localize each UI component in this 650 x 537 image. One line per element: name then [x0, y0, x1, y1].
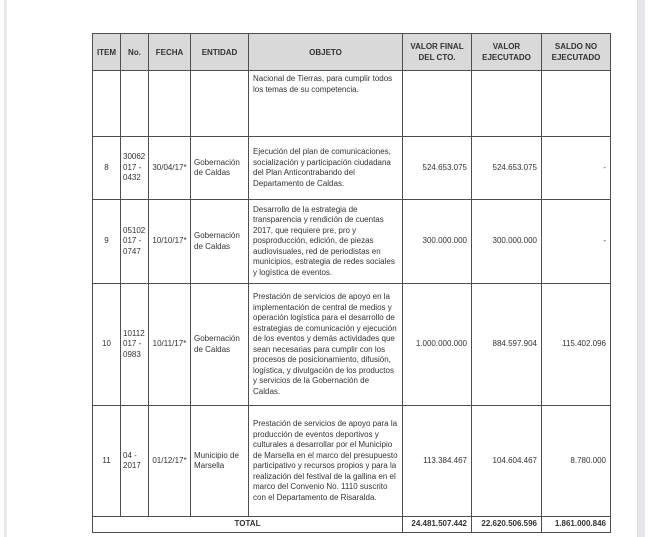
column-header-valor-ejecutado: VALOR EJECUTADO — [472, 34, 542, 71]
cell-valor-final: 300.000.000 — [403, 200, 472, 284]
total-valor-final: 24.481.507.442 — [403, 517, 472, 533]
column-header-fecha: FECHA — [149, 34, 191, 71]
cell-entidad: Gobernación de Caldas — [191, 284, 249, 406]
cell-entidad: Gobernación de Caldas — [191, 200, 249, 284]
cell-valor-ejecutado: 524.653.075 — [472, 137, 542, 200]
cell-saldo-no-ejecutado: 8.780.000 — [542, 406, 611, 517]
table-header-row — [93, 34, 611, 71]
cell-valor-ejecutado: 104.604.467 — [472, 406, 542, 517]
cell-saldo-no-ejecutado — [542, 71, 611, 137]
column-header-saldo-no-ejecutado: SALDO NO EJECUTADO — [542, 34, 611, 71]
table-row — [93, 406, 611, 517]
table-row — [93, 137, 611, 200]
column-header-entidad: ENTIDAD — [191, 34, 249, 71]
cell-fecha: 10/10/17* — [149, 200, 191, 284]
cell-valor-final: 1.000.000.000 — [403, 284, 472, 406]
cell-objeto: Nacional de Tierras, para cumplir todos los temas de su competencia. — [249, 71, 403, 137]
column-header-no: No. — [121, 34, 149, 71]
cell-fecha: 01/12/17* — [149, 406, 191, 517]
cell-entidad: Municipio de Marsella — [191, 406, 249, 517]
total-row — [93, 517, 611, 533]
cell-entidad — [191, 71, 249, 137]
cell-no — [121, 71, 149, 137]
column-header-item: ITEM — [93, 34, 121, 71]
total-label: TOTAL — [93, 517, 403, 533]
table-row — [93, 284, 611, 406]
cell-fecha: 30/04/17* — [149, 137, 191, 200]
table-row — [93, 71, 611, 137]
total-saldo-no-ejecutado: 1.861.000.846 — [542, 517, 611, 533]
scrollbar-track[interactable] — [637, 0, 645, 537]
cell-no: 05102 017 - 0747 — [121, 200, 149, 284]
cell-objeto: Prestación de servicios de apoyo en la implementación de central de medios y operación logística para el desarrollo de estrategias de comunicación y ejecución de los eventos y demás actividades que sean necesarias para cumplir con los procesos de posicionamiento, difusión, logística, y divulgación de los productos y servicios de la Gobernación de Caldas. — [249, 284, 403, 406]
cell-entidad: Gobernación de Caldas — [191, 137, 249, 200]
cell-objeto: Prestación de servicios de apoyo para la producción de eventos deportivos y culturales a desarrollar por el Municipio de Marsella en el marco del presupuesto participativo y recursos propios y para la realización del festival de la gallina en el marco del Convenio No. 1110 suscrito con el Departamento de Risaralda. — [249, 406, 403, 517]
cell-saldo-no-ejecutado: - — [542, 200, 611, 284]
cell-saldo-no-ejecutado: - — [542, 137, 611, 200]
cell-item — [93, 71, 121, 137]
cell-valor-final: 524.653.075 — [403, 137, 472, 200]
cell-no: 04 - 2017 — [121, 406, 149, 517]
cell-objeto: Desarrollo de la estrategia de transparencia y rendición de cuentas 2017, que requiere pre, pro y posproducción, edición, de piezas audiovisuales, red de periodistas en municipios, estrategia de redes sociales y logística de eventos. — [249, 200, 403, 284]
cell-fecha — [149, 71, 191, 137]
cell-objeto: Ejecución del plan de comunicaciones, socialización y participación ciudadana del Plan Anticontrabando del Departamento de Caldas. — [249, 137, 403, 200]
cell-item: 9 — [93, 200, 121, 284]
table-row — [93, 200, 611, 284]
total-valor-ejecutado: 22.620.506.596 — [472, 517, 542, 533]
cell-valor-ejecutado — [472, 71, 542, 137]
cell-fecha: 10/11/17* — [149, 284, 191, 406]
cell-valor-final — [403, 71, 472, 137]
cell-no: 30062 017 - 0432 — [121, 137, 149, 200]
cell-item: 10 — [93, 284, 121, 406]
cell-no: 10112 017 - 0983 — [121, 284, 149, 406]
cell-valor-ejecutado: 884.597.904 — [472, 284, 542, 406]
cell-valor-final: 113.384.467 — [403, 406, 472, 517]
contracts-table — [92, 33, 611, 533]
cell-item: 8 — [93, 137, 121, 200]
cell-item: 11 — [93, 406, 121, 517]
cell-saldo-no-ejecutado: 115.402.096 — [542, 284, 611, 406]
cell-valor-ejecutado: 300.000.000 — [472, 200, 542, 284]
column-header-objeto: OBJETO — [249, 34, 403, 71]
column-header-valor-final: VALOR FINAL DEL CTO. — [403, 34, 472, 71]
page-left-edge — [4, 0, 7, 537]
